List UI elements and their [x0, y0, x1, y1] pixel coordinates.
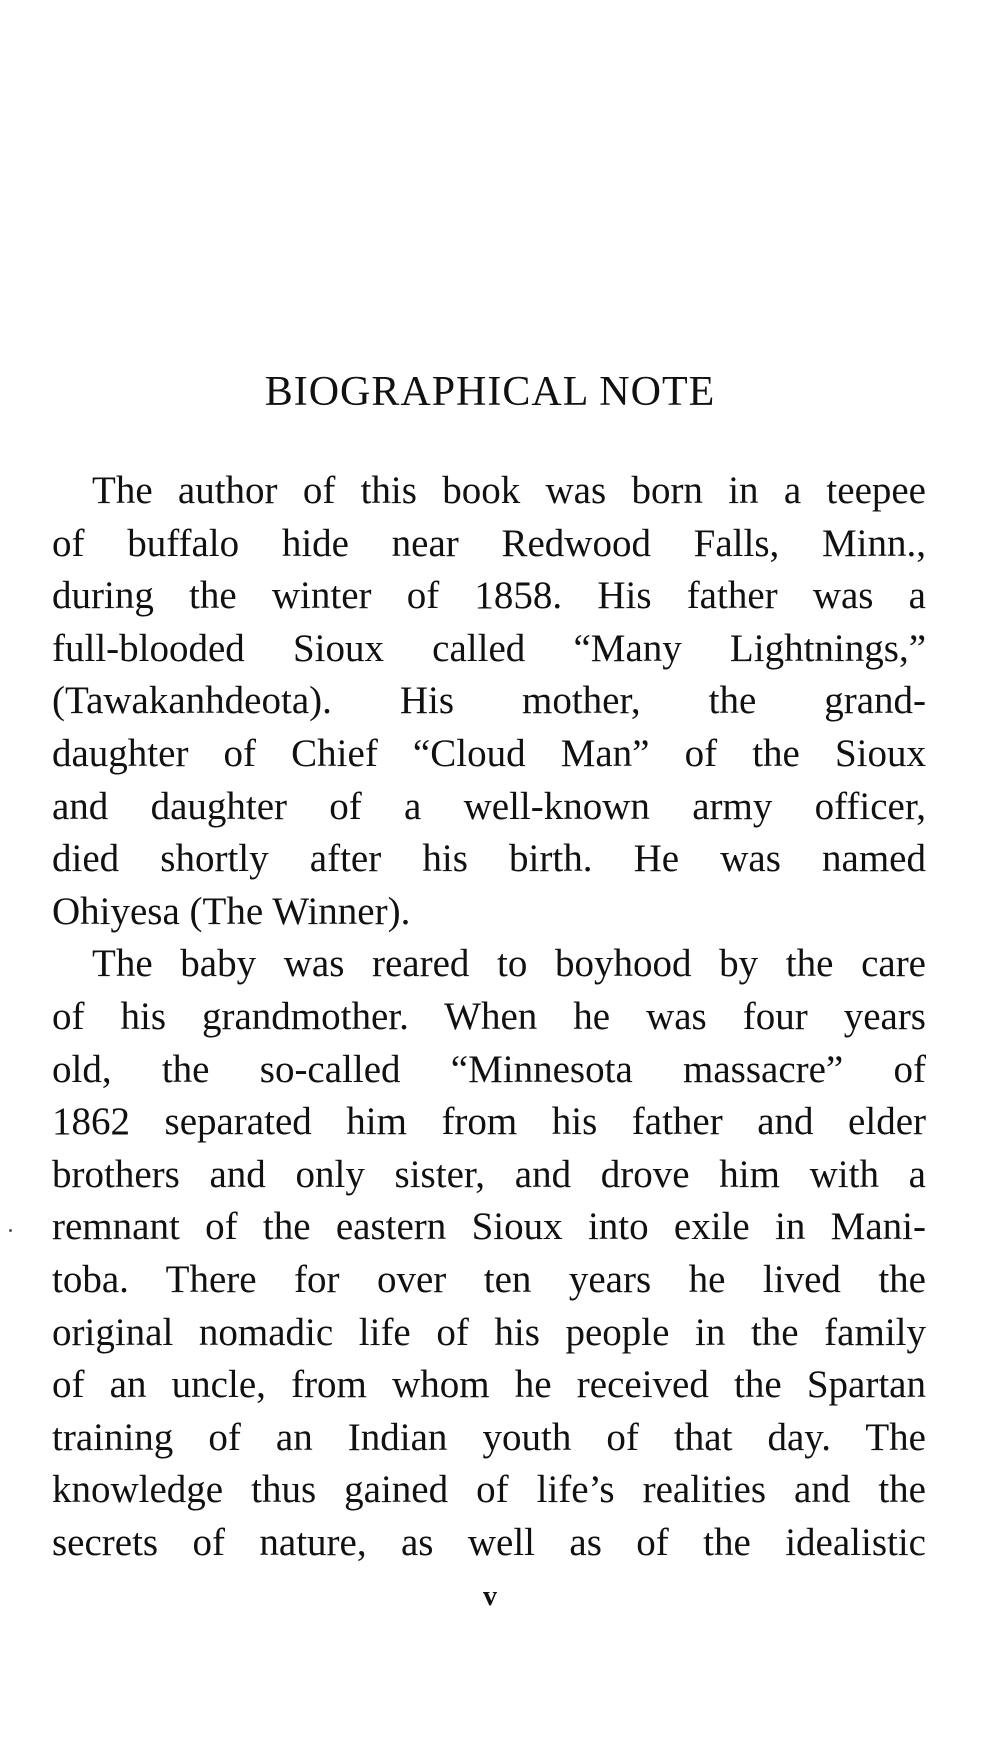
text-line: of his grandmother. When he was four years	[52, 994, 926, 1038]
text-line: during the winter of 1858. His father was a	[52, 574, 926, 618]
text-line: Ohiyesa (The Winner).	[52, 889, 411, 933]
text-line: toba. There for over ten years he lived the	[52, 1257, 926, 1301]
scan-speck	[9, 1229, 12, 1232]
text-line: and daughter of a well-known army officer,	[52, 784, 926, 828]
text-line: knowledge thus gained of life’s realities and the	[52, 1468, 926, 1512]
body-text	[52, 465, 926, 1569]
text-line: daughter of Chief “Cloud Man” of the Sioux	[52, 731, 926, 775]
text-line: training of an Indian youth of that day. The	[52, 1415, 926, 1459]
text-line: full-blooded Sioux called “Many Lightnings,”	[52, 626, 926, 670]
text-line: old, the so-called “Minnesota massacre” of	[52, 1047, 926, 1091]
text-line: of buffalo hide near Redwood Falls, Minn.,	[52, 521, 926, 565]
page-title: BIOGRAPHICAL NOTE	[264, 369, 716, 415]
text-line: brothers and only sister, and drove him with a	[52, 1152, 926, 1196]
text-line: original nomadic life of his people in the family	[52, 1310, 926, 1354]
text-line: died shortly after his birth. He was named	[52, 837, 926, 881]
text-line: The baby was reared to boyhood by the care	[92, 942, 926, 986]
text-line: remnant of the eastern Sioux into exile in Mani-	[52, 1205, 926, 1249]
text-line: 1862 separated him from his father and elder	[52, 1100, 926, 1144]
text-line: of an uncle, from whom he received the Spartan	[52, 1363, 926, 1407]
text-line: The author of this book was born in a teepee	[92, 469, 926, 512]
text-line: (Tawakanhdeota). His mother, the grand-	[52, 679, 926, 723]
text-line: secrets of nature, as well as of the idealistic	[52, 1520, 926, 1564]
page-number: v	[483, 1581, 497, 1612]
